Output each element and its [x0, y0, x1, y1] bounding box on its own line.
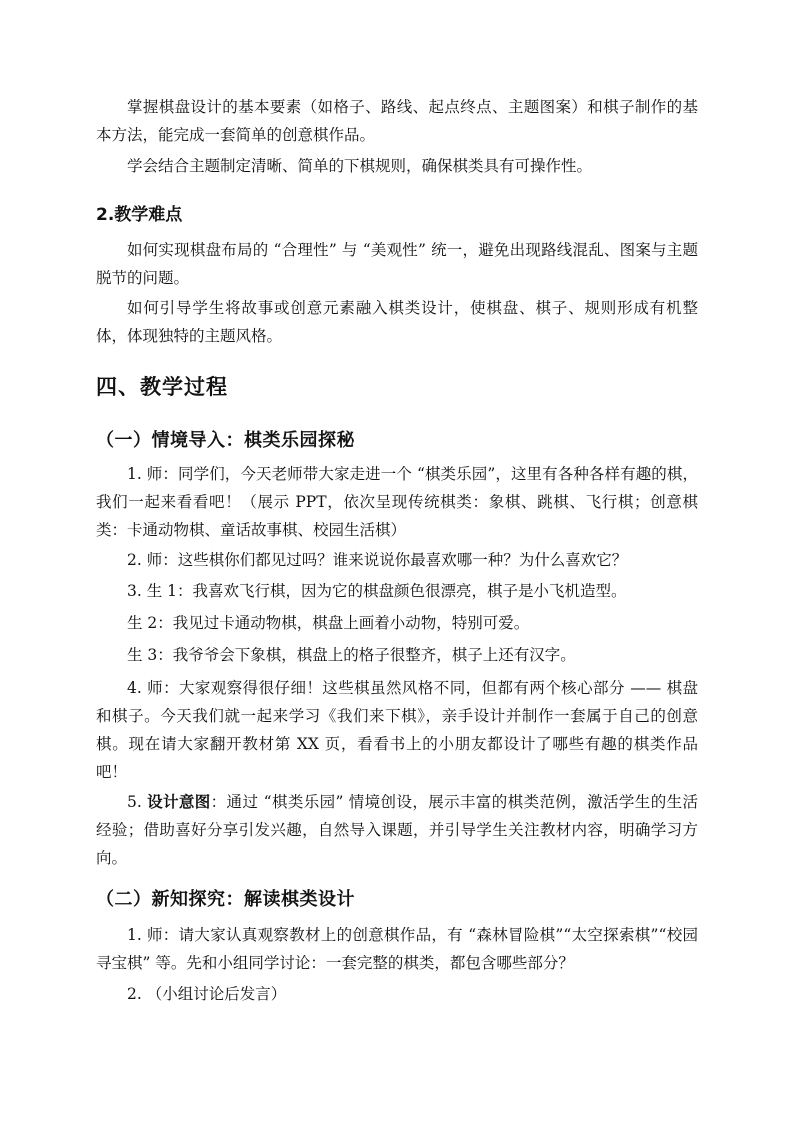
difficulty-paragraph-2: 如何引导学生将故事或创意元素融入棋类设计，使棋盘、棋子、规则形成有机整体，体现独特的主题风格。 [96, 299, 698, 345]
difficulty-paragraph-1: 如何实现棋盘布局的 “合理性” 与 “美观性” 统一，避免出现路线混乱、图案与主题脱节的问题。 [96, 241, 698, 287]
design-intent-text: ：通过 “棋类乐园” 情境创设，展示丰富的棋类范例，激活学生的生活经验；借助喜好分享引发兴趣，自然导入课题，并引导学生关注教材内容，明确学习方向。 [96, 793, 698, 867]
part2-step-1: 1. 师：请大家认真观察教材上的创意棋作品，有 “森林冒险棋”“太空探索棋”“校园寻宝棋” 等。先和小组同学讨论：一套完整的棋类，都包含哪些部分？ [96, 926, 698, 972]
section-heading: 四、教学过程 [96, 375, 228, 399]
part2-heading: （二）新知探究：解读棋类设计 [96, 889, 355, 910]
design-intent-number: 5. [127, 793, 148, 811]
part1-step-3: 3. 生 1：我喜欢飞行棋，因为它的棋盘颜色很漂亮，棋子是小飞机造型。 [127, 582, 627, 600]
part1-step-2: 2. 师：这些棋你们都见过吗？谁来说说你最喜欢哪一种？为什么喜欢它？ [127, 551, 628, 569]
key-point-paragraph-1: 掌握棋盘设计的基本要素（如格子、路线、起点终点、主题图案）和棋子制作的基本方法，能完成一套简单的创意棋作品。 [96, 98, 698, 144]
part1-student-3: 生 3：我爷爷会下象棋，棋盘上的格子很整齐，棋子上还有汉字。 [127, 646, 576, 664]
part1-heading: （一）情境导入：棋类乐园探秘 [96, 430, 355, 451]
part1-step-4: 4. 师：大家观察得很仔细！这些棋虽然风格不同，但都有两个核心部分 —— 棋盘和棋子。今天我们就一起来学习《我们来下棋》，亲手设计并制作一套属于自己的创意棋。现在请大家翻开教材第 XX 页，看看书上的小朋友都设计了哪些有趣的棋类作品吧！ [96, 679, 698, 781]
part1-step-1: 1. 师：同学们，今天老师带大家走进一个 “棋类乐园”，这里有各种各样有趣的棋，我们一起来看看吧！（展示 PPT，依次呈现传统棋类：象棋、跳棋、飞行棋；创意棋类：卡通动物棋、童话故事棋、校园生活棋） [96, 465, 698, 539]
design-intent-label: 设计意图 [147, 792, 211, 811]
part1-design-intent [96, 788, 698, 872]
part1-student-2: 生 2：我见过卡通动物棋，棋盘上画着小动物，特别可爱。 [127, 614, 530, 632]
part2-step-2: 2. （小组讨论后发言） [127, 985, 287, 1003]
key-point-paragraph-2: 学会结合主题制定清晰、简单的下棋规则，确保棋类具有可操作性。 [127, 157, 593, 175]
difficulty-heading: 2.教学难点 [96, 205, 183, 225]
